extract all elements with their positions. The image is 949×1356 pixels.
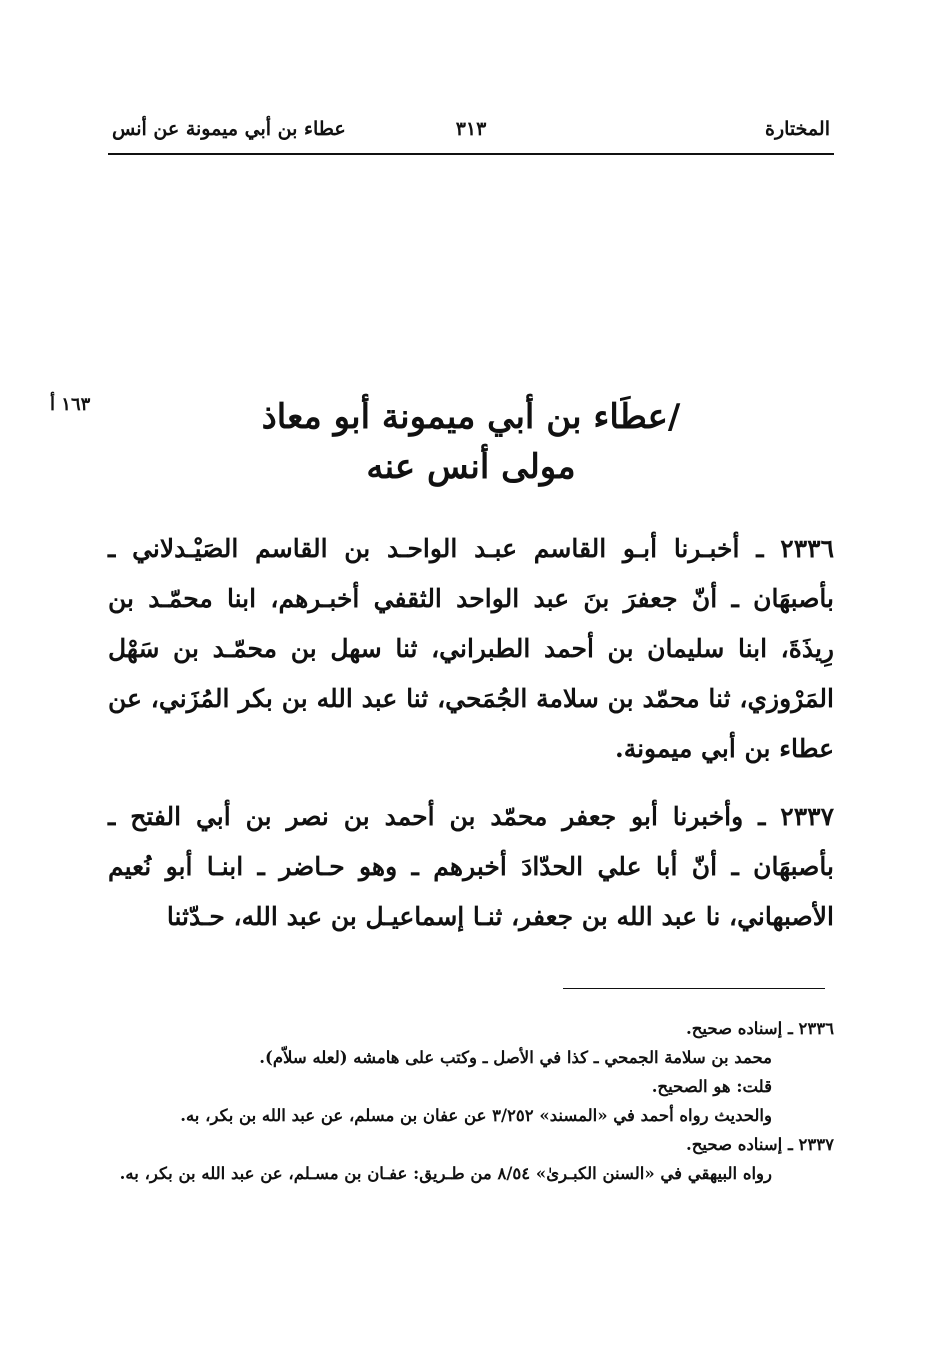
page-number: ٣١٣	[455, 118, 487, 140]
header-divider	[108, 153, 834, 155]
footnote-2336-source: والحديث رواه أحمد في «المسند» ٣/٢٥٢ عن عفان بن مسلم، عن عبد الله بن بكر، به.	[180, 1106, 772, 1125]
hadith-2336: ٢٣٣٦ ـ أخبـرنا أبـو القاسم عبـد الواحـد بن القاسم الصَيْـدلاني ـ بأصبهَان ـ أنّ جعفرَ بنَ عبد الواحد الثقفي أخبـرهم، ابنا محمّـد بن رِيذَةَ، ابنا سليمان بن أحمد الطبراني، ثنا سهل بن محمّـد بن سَهْل المَرْوزي، ثنا محمّد بن سلامة الجُمَحي، ثنا عبد الله بن بكر المُزَني، عن عطاء بن أبي ميمونة.	[108, 534, 834, 763]
hadith-2337: ٢٣٣٧ ـ وأخبرنا أبو جعفر محمّد بن أحمد بن نصر بن أبي الفتح ـ بأصبهَان ـ أنّ أبا علي الحدّادَ أخبرهم ـ وهو حـاضر ـ ابنـا أبو نُعيم الأصبهاني، نا عبد الله بن جعفر، ثنـا إسماعيـل بن عبد الله، حـدّثنا	[108, 802, 834, 931]
manuscript-folio-note: ١٦٣ أ	[50, 394, 91, 415]
footnote-divider	[563, 988, 825, 989]
section-title-line-1: /عطَاء بن أبي ميمونة أبو معاذ	[261, 397, 681, 437]
footnote-2336-remark: قلت: هو الصحيح.	[651, 1077, 772, 1096]
footnote-2337-source: رواه البيهقي في «السنن الكبـرىٰ» ٨/٥٤ من طـريق: عفـان بن مسـلم، عن عبد الله بن بكر، به.	[119, 1164, 772, 1183]
book-title: المختارة	[765, 118, 830, 140]
section-title-line-2: مولى أنس عنه	[366, 447, 576, 487]
footnote-2336-note: محمد بن سلامة الجمحي ـ كذا في الأصل ـ وكتب على هامشه (لعله سلاّم).	[259, 1048, 772, 1067]
main-text	[108, 524, 834, 942]
footnote-2337-grade: ٢٣٣٧ ـ إسناده صحيح.	[686, 1135, 834, 1154]
footnotes	[108, 1014, 834, 1188]
running-header	[108, 112, 834, 152]
footnote-2336-grade: ٢٣٣٦ ـ إسناده صحيح.	[686, 1019, 834, 1038]
section-title	[108, 392, 834, 492]
chapter-title: عطاء بن أبي ميمونة عن أنس	[112, 118, 346, 140]
